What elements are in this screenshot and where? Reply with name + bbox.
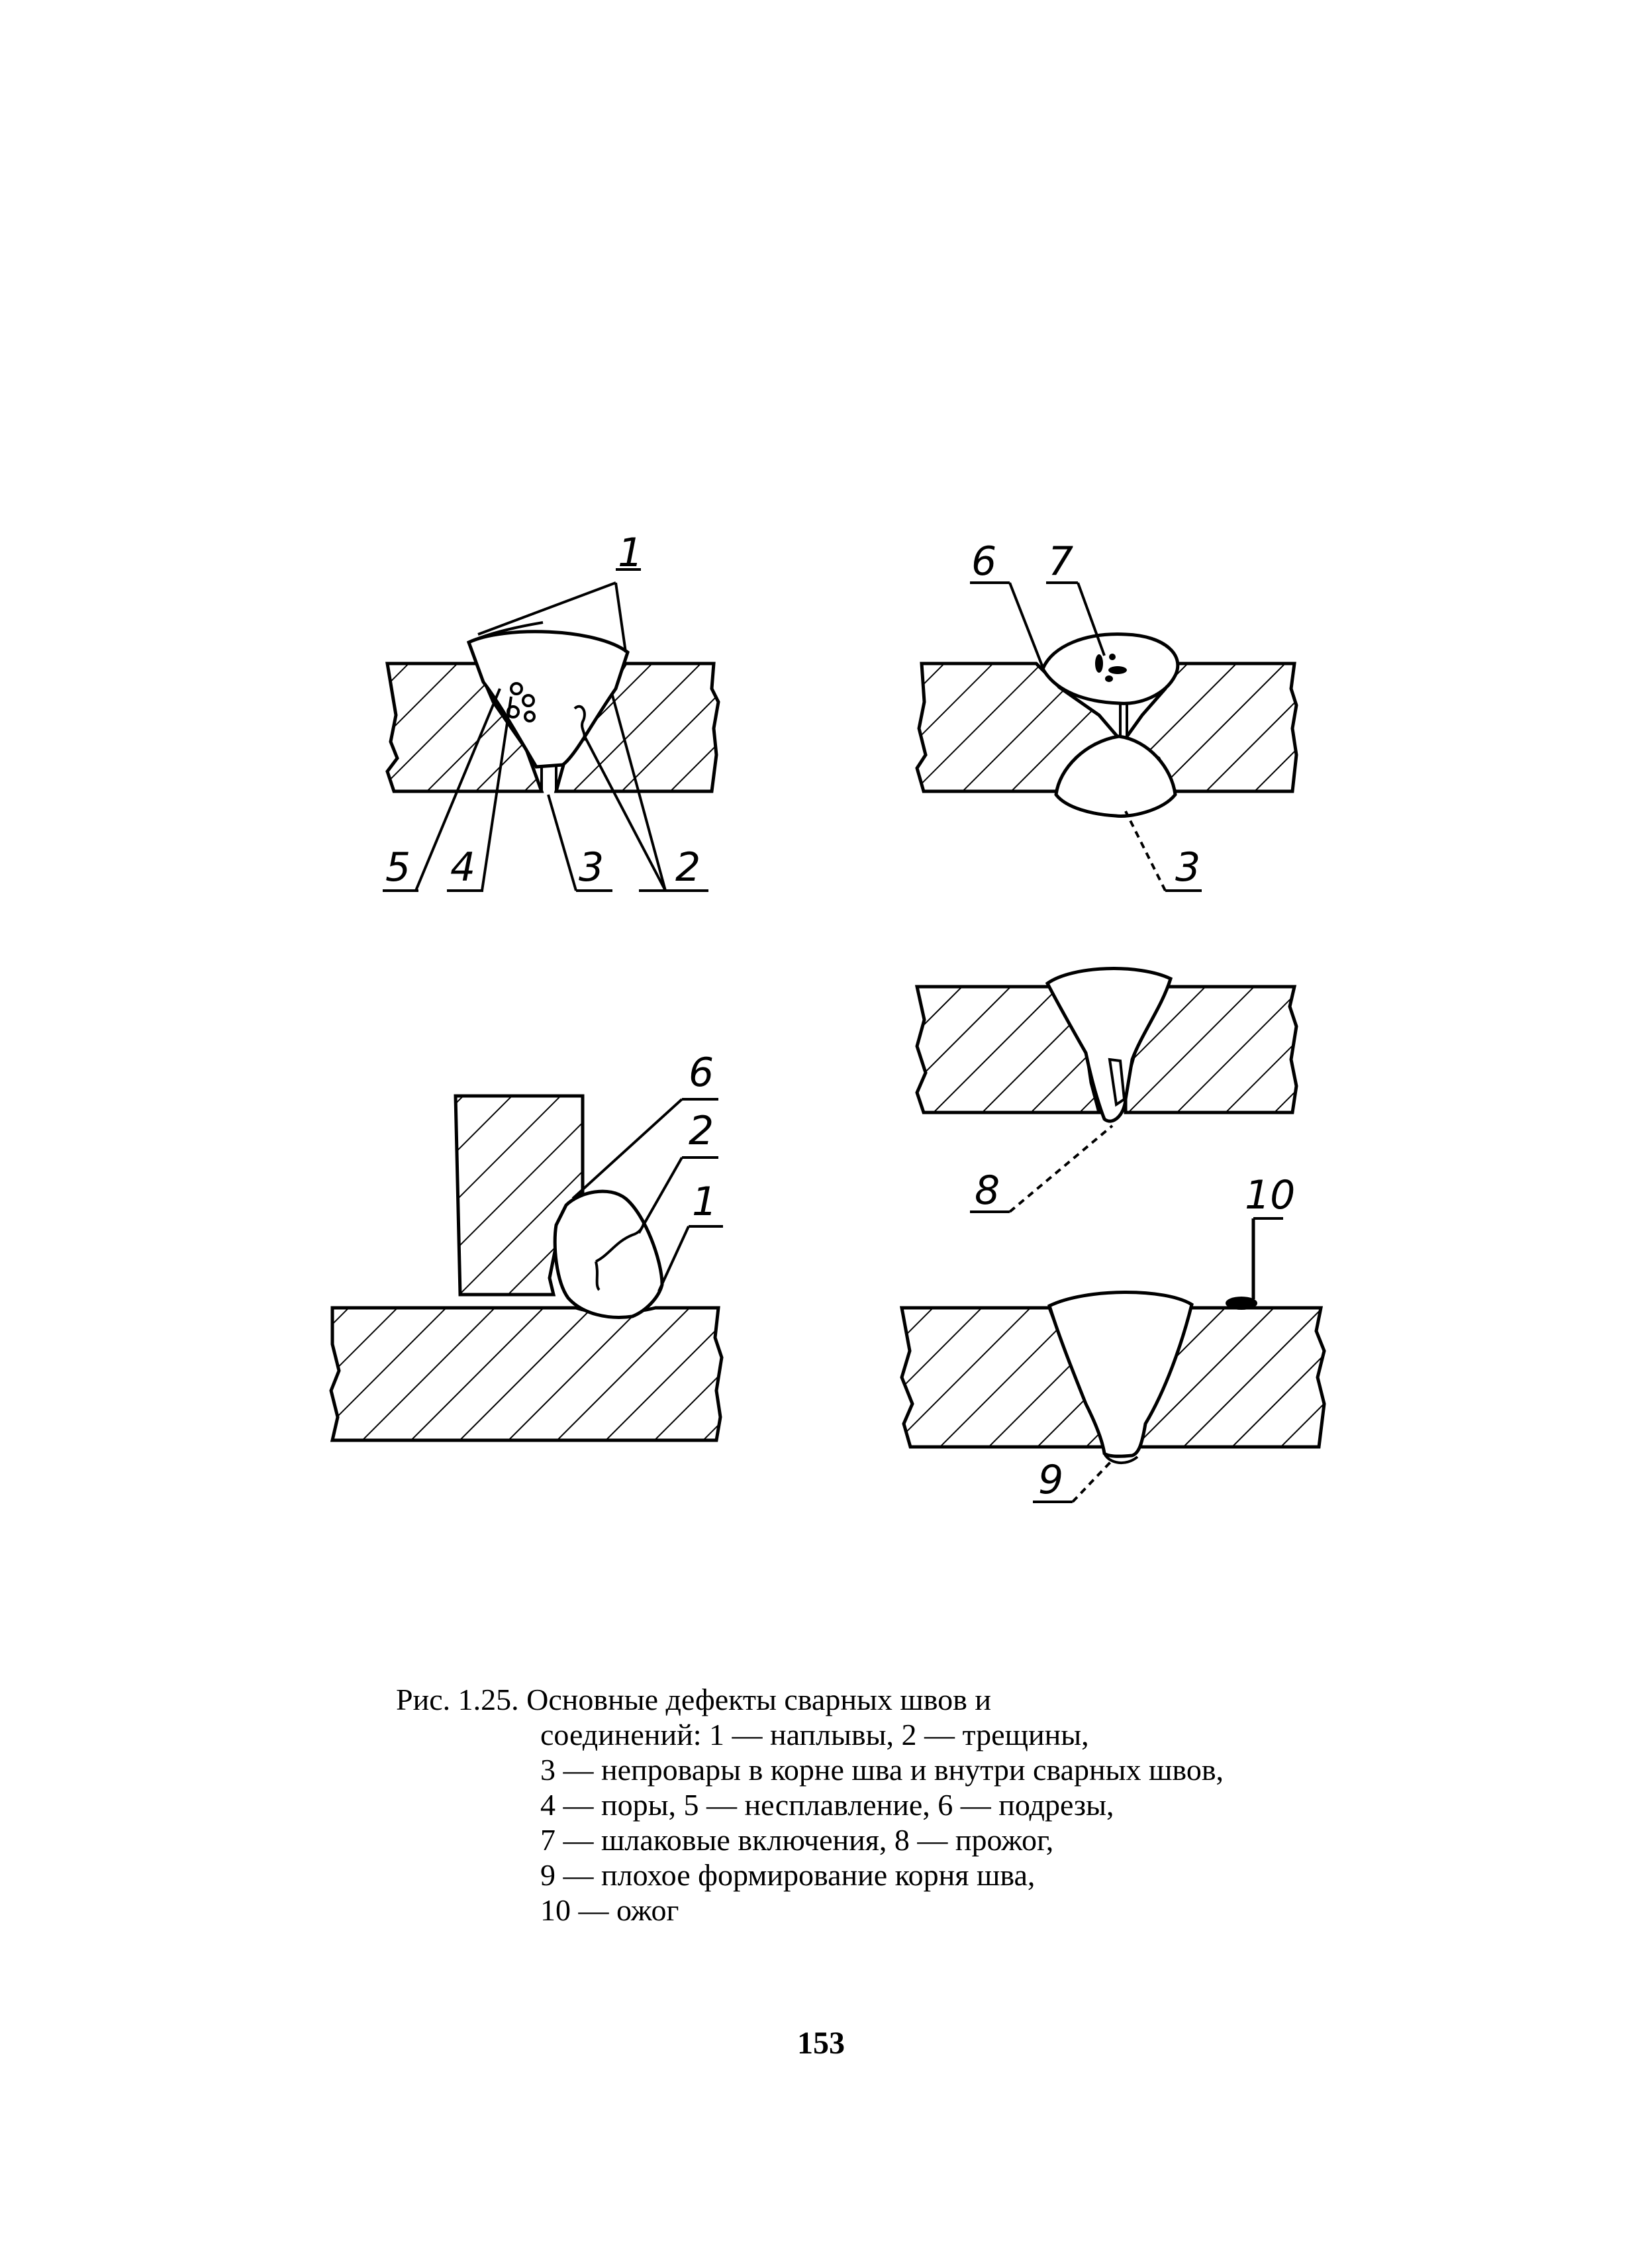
panel-b-double-weld	[917, 538, 1296, 891]
label-c-1: 1	[692, 1179, 718, 1225]
caption-line-1: Рис. 1.25. Основные дефекты сварных швов и	[396, 1683, 992, 1716]
panel-c-fillet-weld	[331, 1050, 723, 1440]
caption-line-7: 10 — ожог	[540, 1893, 679, 1927]
label-e-10: 10	[1245, 1172, 1296, 1218]
horizontal-plate	[331, 1308, 722, 1440]
label-b-7: 7	[1048, 538, 1074, 585]
panel-a-butt-weld	[383, 530, 718, 891]
panel-e-root-defect	[902, 1172, 1324, 1503]
label-a-3: 3	[579, 844, 604, 891]
panel-d-burn-through	[917, 969, 1296, 1214]
label-b-3: 3	[1175, 844, 1201, 891]
label-a-2: 2	[675, 844, 701, 891]
caption-line-4: 4 — поры, 5 — несплавление, 6 — подрезы,	[540, 1788, 1114, 1822]
caption-line-6: 9 — плохое формирование корня шва,	[540, 1858, 1036, 1892]
label-d-8: 8	[975, 1167, 1000, 1214]
label-a-5: 5	[385, 844, 411, 891]
label-e-9: 9	[1038, 1457, 1064, 1503]
fillet-bead	[555, 1191, 662, 1317]
label-a-1: 1	[618, 530, 644, 576]
page-number: 153	[797, 2026, 845, 2061]
label-c-6: 6	[689, 1050, 714, 1096]
caption-line-2: соединений: 1 — наплывы, 2 — трещины,	[540, 1718, 1089, 1751]
figure-caption	[396, 1682, 1429, 1928]
label-a-4: 4	[450, 844, 476, 891]
caption-line-3: 3 — непровары в корне шва и внутри сварных швов,	[540, 1753, 1224, 1787]
label-c-2: 2	[689, 1108, 714, 1154]
label-b-6: 6	[971, 538, 997, 585]
caption-line-5: 7 — шлаковые включения, 8 — прожог,	[540, 1823, 1054, 1857]
